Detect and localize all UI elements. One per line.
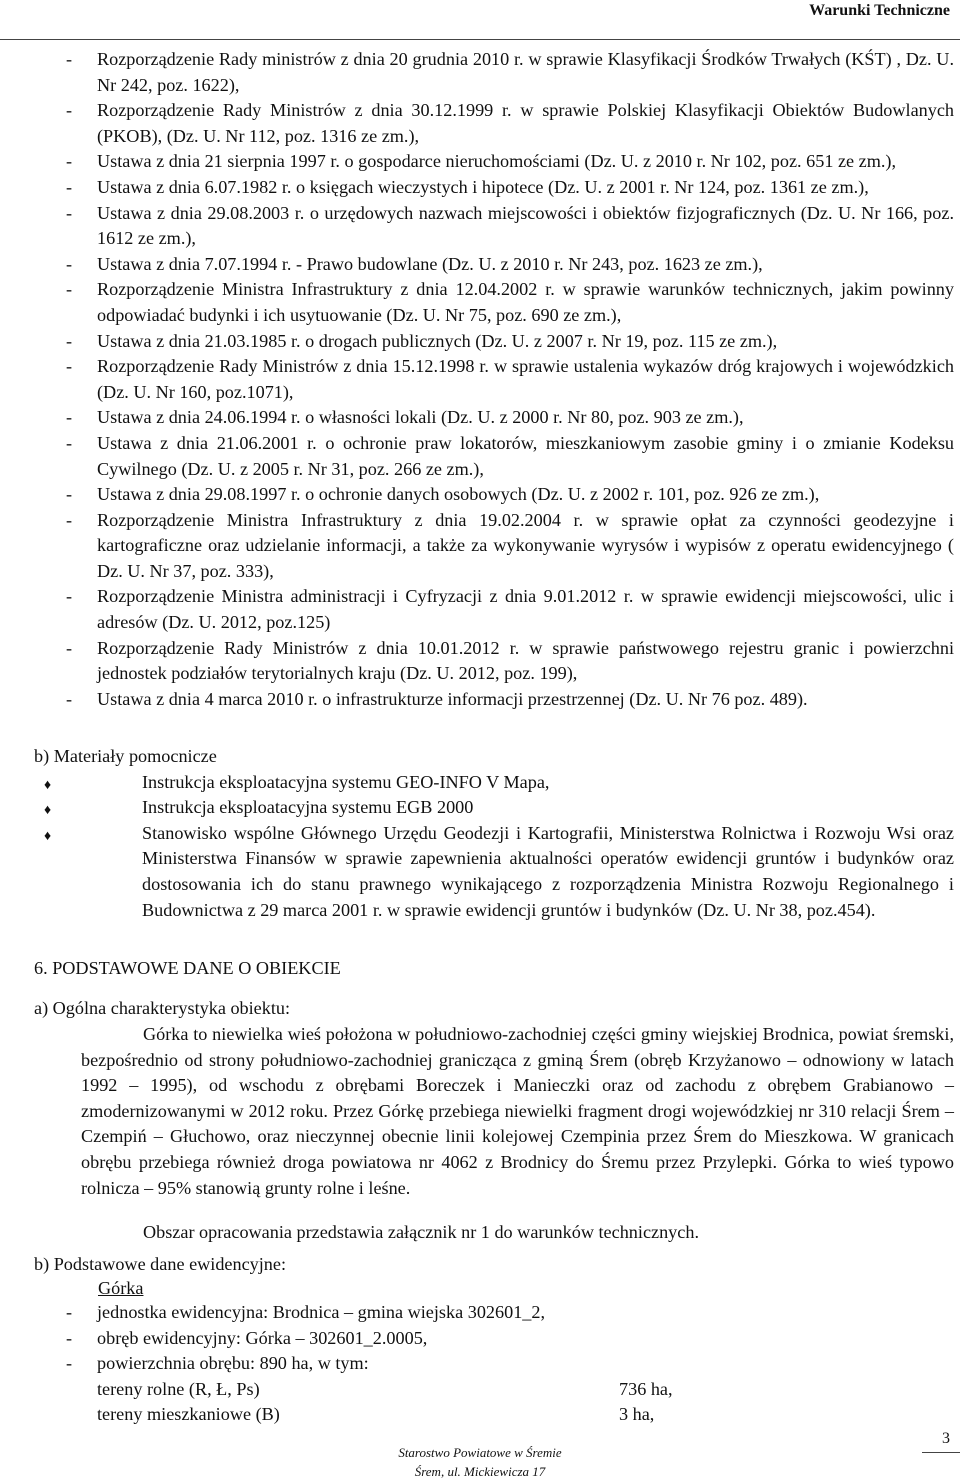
materials-section [34, 744, 954, 923]
diamond-bullet-icon: ♦ [44, 777, 52, 793]
law-text: Rozporządzenie Rady Ministrów z dnia 10.01.2012 r. w sprawie państwowego rejestru granic i powierzchni jednostek podziałów terytorialnych kraju (Dz. U. 2012, poz. 199), [97, 637, 954, 684]
list-item: - Ustawa z dnia 21.03.1985 r. o drogach publicznych (Dz. U. z 2007 r. Nr 19, poz. 115 ze zm.), [66, 330, 778, 351]
list-item: - Rozporządzenie Rady Ministrów z dnia 30.12.1999 r. w sprawie Polskiej Klasyfikacji Obiektów Budowlanych (PKOB), (Dz. U. Nr 112, poz. 1316 ze zm.), [66, 100, 954, 146]
list-item: - Rozporządzenie Rady ministrów z dnia 20 grudnia 2010 r. w sprawie Klasyfikacji Środków Trwałych (KŚT) , Dz. U. Nr 242, poz. 1622), [66, 49, 954, 95]
area-value: 736 ha, [619, 1378, 673, 1399]
list-item: - Rozporządzenie Ministra Infrastruktury z dnia 12.04.2002 r. w sprawie warunków technicznych, jakim powinny odpowiadać budynki i ich usytuowanie (Dz. U. Nr 75, poz. 690 ze zm.), [66, 279, 954, 325]
law-text: Ustawa z dnia 29.08.1997 r. o ochronie danych osobowych (Dz. U. z 2002 r. 101, poz. 926 ze zm.), [97, 484, 820, 505]
evidence-text: obręb ewidencyjny: Górka – 302601_2.0005, [97, 1327, 428, 1348]
material-text: Instrukcja eksploatacyjna systemu EGB 2000 [142, 797, 474, 818]
law-text: Rozporządzenie Ministra Infrastruktury z dnia 19.02.2004 r. w sprawie opłat za czynności geodezyjne i kartograficzne oraz udzielanie informacji, a także za wykonywanie wyrysów i wypisów z operatu ewidencyjnego ( Dz. U. Nr 37, poz. 333), [97, 509, 954, 581]
list-item: - Rozporządzenie Ministra administracji i Cyfryzacji z dnia 9.01.2012 r. w sprawie ewidencji miejscowości, ulic i adresów (Dz. U. 2012, poz.125) [66, 586, 954, 633]
laws-list [66, 47, 954, 712]
law-text: Rozporządzenie Rady Ministrów z dnia 15.12.1998 r. w sprawie ustalenia wykazów dróg krajowych i wojewódzkich (Dz. U. Nr 160, poz.1071), [97, 356, 954, 402]
law-text: Rozporządzenie Ministra administracji i Cyfryzacji z dnia 9.01.2012 r. w sprawie ewidencji miejscowości, ulic i adresów (Dz. U. 2012, poz.125) [97, 586, 954, 633]
law-text: Ustawa z dnia 21.03.1985 r. o drogach publicznych (Dz. U. z 2007 r. Nr 19, poz. 115 ze zm.), [97, 330, 778, 351]
law-text: Rozporządzenie Rady ministrów z dnia 20 grudnia 2010 r. w sprawie Klasyfikacji Środków Trwałych (KŚT) , Dz. U. Nr 242, poz. 1622), [97, 49, 954, 95]
law-text: Ustawa z dnia 24.06.1994 r. o własności lokali (Dz. U. z 2000 r. Nr 80, poz. 903 ze zm.), [97, 407, 744, 428]
list-item: - jednostka ewidencyjna: Brodnica – gmina wiejska 302601_2, [66, 1302, 546, 1322]
area-value: 3 ha, [619, 1404, 655, 1425]
materials-heading: b) Materiały pomocnicze [34, 746, 217, 766]
list-item: - Ustawa z dnia 29.08.2003 r. o urzędowych nazwach miejscowości i obiektów fizjograficznych (Dz. U. Nr 166, poz. 1612 ze zm.), [66, 202, 954, 249]
section-title: 6. PODSTAWOWE DANE O OBIEKCIE [34, 958, 341, 978]
area-row [66, 1377, 954, 1403]
law-text: Ustawa z dnia 7.07.1994 r. - Prawo budowlane (Dz. U. z 2010 r. Nr 243, poz. 1623 ze zm.), [97, 253, 763, 274]
general-heading: a) Ogólna charakterystyka obiektu: [34, 998, 291, 1018]
law-text: Rozporządzenie Ministra Infrastruktury z dnia 12.04.2002 r. w sprawie warunków technicznych, jakim powinny odpowiadać budynki i ich usytuowanie (Dz. U. Nr 75, poz. 690 ze zm.), [97, 279, 954, 325]
law-text: Ustawa z dnia 6.07.1982 r. o księgach wieczystych i hipotece (Dz. U. z 2001 r. Nr 124, poz. 1361 ze zm.), [97, 176, 869, 197]
list-item [34, 795, 954, 821]
law-text: Ustawa z dnia 29.08.2003 r. o urzędowych nazwach miejscowości i obiektów fizjograficznych (Dz. U. Nr 166, poz. 1612 ze zm.), [97, 202, 954, 249]
evidence-text: powierzchnia obrębu: 890 ha, w tym: [97, 1353, 369, 1374]
list-item: - Ustawa z dnia 21 sierpnia 1997 r. o gospodarce nieruchomościami (Dz. U. z 2010 r. Nr 102, poz. 651 ze zm.), [66, 151, 897, 172]
list-item: - Rozporządzenie Rady Ministrów z dnia 15.12.1998 r. w sprawie ustalenia wykazów dróg krajowych i wojewódzkich (Dz. U. Nr 160, poz.1071), [66, 356, 954, 402]
header-title: Warunki Techniczne [809, 2, 950, 19]
area-label: tereny rolne (R, Ł, Ps) [97, 1378, 260, 1399]
list-item: - Ustawa z dnia 6.07.1982 r. o księgach wieczystych i hipotece (Dz. U. z 2001 r. Nr 124, poz. 1361 ze zm.), [66, 176, 869, 197]
material-text: Instrukcja eksploatacyjna systemu GEO-INFO V Mapa, [142, 771, 550, 792]
footer-line-1: Starostwo Powiatowe w Śremie [398, 1445, 562, 1460]
list-item: - Ustawa z dnia 24.06.1994 r. o własności lokali (Dz. U. z 2000 r. Nr 80, poz. 903 ze zm.), [66, 407, 744, 428]
evidence-list [66, 1300, 954, 1428]
list-item [34, 770, 954, 796]
list-item: - Ustawa z dnia 21.06.2001 r. o ochronie praw lokatorów, mieszkaniowym zasobie gminy i o zmianie Kodeksu Cywilnego (Dz. U. z 2005 r. Nr 31, poz. 266 ze zm.), [66, 432, 954, 479]
page-number: 3 [942, 1430, 950, 1447]
list-item: - Rozporządzenie Rady Ministrów z dnia 10.01.2012 r. w sprawie państwowego rejestru granic i powierzchni jednostek podziałów terytorialnych kraju (Dz. U. 2012, poz. 199), [66, 637, 954, 684]
list-item: - Ustawa z dnia 4 marca 2010 r. o infrastrukturze informacji przestrzennej (Dz. U. Nr 76 poz. 489). [66, 688, 808, 709]
list-item: - obręb ewidencyjny: Górka – 302601_2.0005, [66, 1327, 428, 1348]
law-text: Ustawa z dnia 21 sierpnia 1997 r. o gospodarce nieruchomościami (Dz. U. z 2010 r. Nr 102, poz. 651 ze zm.), [97, 151, 897, 172]
diamond-bullet-icon: ♦ [44, 828, 52, 844]
diamond-bullet-icon: ♦ [44, 803, 52, 819]
list-item: - Rozporządzenie Ministra Infrastruktury z dnia 19.02.2004 r. w sprawie opłat za czynności geodezyjne i kartograficzne oraz udzielanie informacji, a także za wykonywanie wyrysów i wypisów z operatu ewidencyjnego ( Dz. U. Nr 37, poz. 333), [66, 509, 954, 581]
law-text: Ustawa z dnia 21.06.2001 r. o ochronie praw lokatorów, mieszkaniowym zasobie gminy i o zmianie Kodeksu Cywilnego (Dz. U. z 2005 r. Nr 31, poz. 266 ze zm.), [97, 432, 954, 479]
footer [0, 1443, 960, 1481]
general-paragraph: Górka to niewielka wieś położona w południowo-zachodniej części gminy wiejskiej Brodnica, powiat śremski, bezpośrednio od strony południowo-zachodniej granicząca z gminą Śrem (obręb Krzyżanowo – odnowiony w latach 1992 – 1995), od wschodu z obrębami Boreczek i Manieczki oraz od zachodu z obrębem Grabianowo – zmodernizowanymi w 2012 roku. Przez Górkę przebiega niewielki fragment drogi wojewódzkiej nr 310 relacji Śrem – Czempiń – Głuchowo, oraz nieczynnej obecnie linii kolejowej Czempinia przez Śrem do Mieszkowa. W granicach obrębu przebiega również droga powiatowa nr 4062 z Brodnicy do Śremu przez Przylepki. Górka to wieś typowo rolnicza – 95% stanowią grunty rolne i leśne. [81, 1024, 954, 1198]
list-item [34, 821, 954, 923]
law-text: Ustawa z dnia 4 marca 2010 r. o infrastrukturze informacji przestrzennej (Dz. U. Nr 76 poz. 489). [97, 688, 808, 709]
footer-line-2: Śrem, ul. Mickiewicza 17 [414, 1464, 546, 1479]
list-item: - Ustawa z dnia 29.08.1997 r. o ochronie danych osobowych (Dz. U. z 2002 r. 101, poz. 926 ze zm.), [66, 484, 820, 505]
area-row [66, 1402, 954, 1428]
list-item: - Ustawa z dnia 7.07.1994 r. - Prawo budowlane (Dz. U. z 2010 r. Nr 243, poz. 1623 ze zm.), [66, 253, 763, 274]
place-name: Górka [98, 1278, 144, 1298]
material-text: Stanowisko wspólne Głównego Urzędu Geodezji i Kartografii, Ministerstwa Rolnictwa i Rozwoju Wsi oraz Ministerstwa Finansów w sprawie zapewnienia aktualności operatów ewidencji gruntów i budynków oraz dostosowania ich do stanu prawnego wynikającego z rozporządzenia Ministra Rozwoju Regionalnego i Budownictwa z 29 marca 2001 r. w sprawie ewidencji gruntów i budynków (Dz. U. Nr 38, poz.454). [142, 822, 954, 920]
evidence-text: jednostka ewidencyjna: Brodnica – gmina wiejska 302601_2, [97, 1302, 546, 1322]
area-label: tereny mieszkaniowe (B) [97, 1404, 280, 1425]
header-divider [0, 39, 960, 40]
law-text: Rozporządzenie Rady Ministrów z dnia 30.12.1999 r. w sprawie Polskiej Klasyfikacji Obiektów Budowlanych (PKOB), (Dz. U. Nr 112, poz. 1316 ze zm.), [97, 100, 954, 146]
list-item: - powierzchnia obrębu: 890 ha, w tym: [66, 1353, 369, 1374]
general-paragraph-2: Obszar opracowania przedstawia załącznik nr 1 do warunków technicznych. [143, 1222, 699, 1242]
evidence-heading: b) Podstawowe dane ewidencyjne: [34, 1254, 287, 1274]
